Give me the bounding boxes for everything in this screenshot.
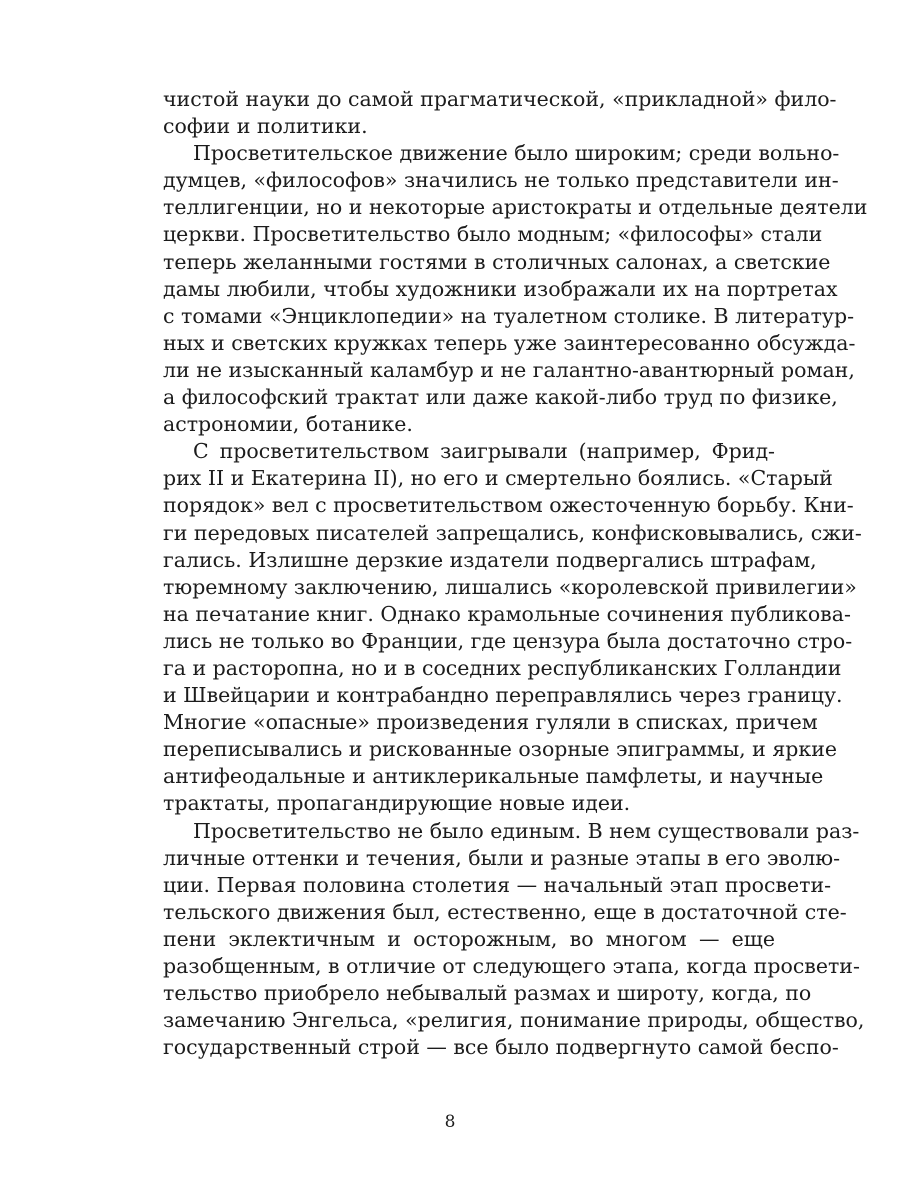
text-line: замечанию Энгельса, «религия, понимание природы, общество, [163,1008,865,1033]
text-line: астрономии, ботанике. [163,412,413,437]
text-line: на печатание книг. Однако крамольные сочинения публикова- [163,601,851,626]
text-line: теперь желанными гостями в столичных салонах, а светские [163,249,831,274]
text-line: ции. Первая половина столетия — начальный этап просвети- [163,872,832,897]
text-line: ли не изысканный каламбур и не галантно-авантюрный роман, [163,357,855,382]
text-line: тельство приобрело небывалый размах и широту, когда, по [163,981,812,1006]
text-line: Просветительство не было единым. В нем существовали раз- [193,818,860,843]
text-line: С просветительством заигрывали (например, Фрид- [193,439,775,464]
text-line: ных и светских кружках теперь уже заинтересованно обсужда- [163,330,856,355]
text-line: переписывались и рискованные озорные эпиграммы, и яркие [163,737,838,762]
text-line: тельского движения был, естественно, еще в достаточной сте- [163,899,847,924]
text-line: а философский трактат или даже какой-либо труд по физике, [163,385,838,410]
text-line: гались. Излишне дерзкие издатели подвергались штрафам, [163,547,817,572]
paragraph [163,140,868,438]
text-line: га и расторопна, но и в соседних республиканских Голландии [163,655,842,680]
text-line: чистой науки до самой прагматической, «прикладной» фило- [163,87,837,111]
text-line: с томами «Энциклопедии» на туалетном столике. В литератур- [163,303,855,328]
paragraph [163,438,862,817]
text-line: и Швейцарии и контрабандно переправлялись через границу. [163,683,843,708]
text-line: ги передовых писателей запрещались, конфисковывались, сжи- [163,520,862,545]
text-line: государственный строй — все было подвергнуто самой беспо- [163,1035,839,1060]
text-line: тюремному заключению, лишались «королевской привилегии» [163,574,857,599]
text-line: пени эклектичным и осторожным, во многом — еще [163,926,775,951]
paragraph [163,86,837,140]
text-line: церкви. Просветительство было модным; «философы» стали [163,222,823,247]
text-line: Многие «опасные» произведения гуляли в списках, причем [163,710,818,735]
text-line: дамы любили, чтобы художники изображали их на портретах [163,276,838,301]
text-line: рих II и Екатерина II), но его и смертельно боялись. «Старый [163,466,833,491]
text-line: личные оттенки и течения, были и разные этапы в его эволю- [163,845,840,870]
text-line: трактаты, пропагандирующие новые идеи. [163,791,631,816]
text-line: разобщенным, в отличие от следующего этапа, когда просвети- [163,954,860,978]
text-line: антифеодальные и антиклерикальные памфлеты, и научные [163,764,824,789]
page-number: 8 [444,1112,456,1132]
page-body [163,86,868,1061]
text-line: порядок» вел с просветительством ожесточенную борьбу. Кни- [163,493,854,518]
text-line: думцев, «философов» значились не только представители ин- [163,168,839,193]
paragraph [163,818,865,1062]
text-line: Просветительское движение было широким; среди вольно- [193,141,840,166]
text-line: лись не только во Франции, где цензура была достаточно стро- [163,628,853,653]
text-line: софии и политики. [163,114,368,139]
text-line: теллигенции, но и некоторые аристократы и отдельные деятели [163,195,868,220]
